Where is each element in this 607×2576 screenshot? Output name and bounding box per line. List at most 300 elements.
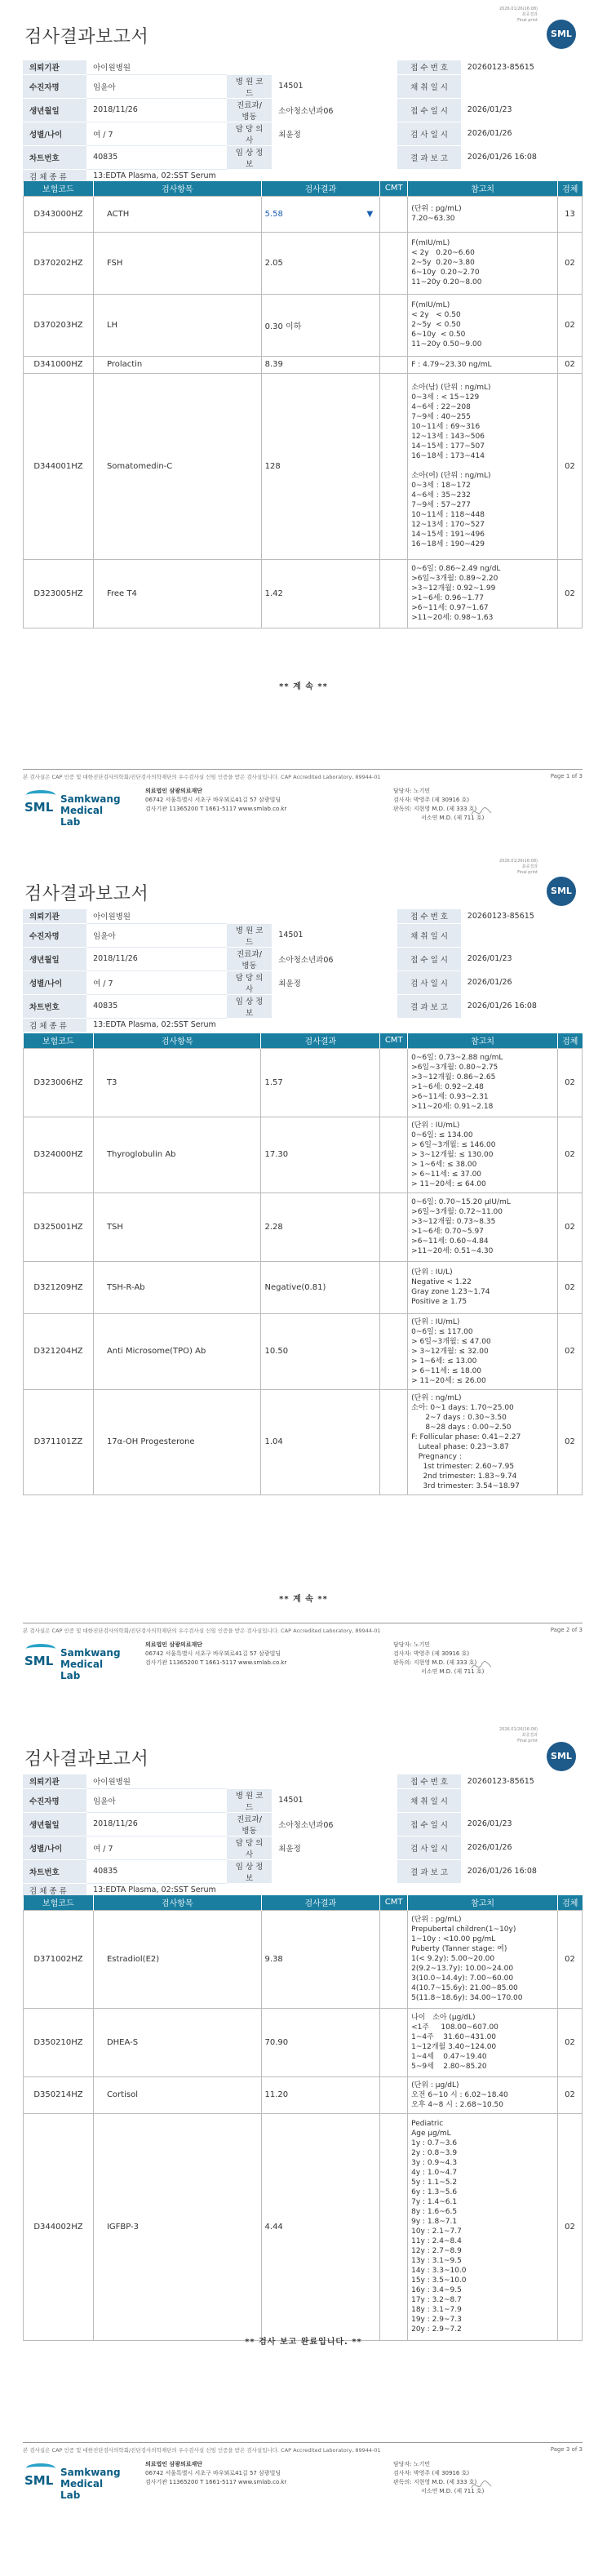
test-result: Negative(0.81) <box>264 1282 326 1292</box>
info-receipt-no-label: 접 수 번 호 <box>397 909 460 923</box>
info-birth: 2018/11/26 <box>86 1812 227 1836</box>
lab-address-line1: 06742 서울특별시 서초구 바우뫼로41길 57 삼광빌딩 <box>145 797 281 803</box>
signature-sign2: 검사자: 박영주 (제 30916 호) <box>393 797 470 803</box>
print-stamp <box>499 7 538 24</box>
column-header-cmt: CMT <box>380 1895 408 1910</box>
insurance-code: D344002HZ <box>24 2113 94 2340</box>
reference-range: (단위 : µg/dL) 오전 6~10 시 : 6.02~18.40 오후 4~8 시 : 2.68~10.50 <box>408 2076 558 2113</box>
info-empty <box>272 60 397 74</box>
info-chart: 40835 <box>86 145 227 169</box>
test-result: 1.42 <box>264 588 283 598</box>
column-header-item: 검사항목 <box>93 1033 261 1048</box>
sml-mark-text: SML <box>24 800 54 815</box>
specimen-code: 02 <box>557 2076 582 2113</box>
test-result: 17.30 <box>264 1150 289 1159</box>
page-number: Page 2 of 3 <box>550 1627 583 1633</box>
info-receipt-date: 2026/01/23 <box>461 947 583 970</box>
patient-info-table <box>23 60 583 184</box>
test-result-cell <box>261 356 380 373</box>
test-result-cell <box>261 2008 380 2076</box>
info-row <box>23 122 583 145</box>
info-report-date-label: 결 과 보 고 <box>397 1859 460 1883</box>
info-receipt-date: 2026/01/23 <box>461 1812 583 1836</box>
info-chart-label: 차트번호 <box>23 994 86 1018</box>
info-receipt-date-label: 접 수 일 시 <box>397 947 460 970</box>
info-doctor: 최윤정 <box>272 970 397 994</box>
info-row <box>23 1018 583 1032</box>
insurance-code: D371101ZZ <box>24 1389 94 1495</box>
test-item: Estradiol(E2) <box>93 1910 261 2008</box>
insurance-code: D341000HZ <box>24 356 94 373</box>
comment-cell <box>380 1910 408 2008</box>
stamp-status: 최종결과 <box>521 12 538 17</box>
result-row <box>24 1389 583 1495</box>
patient-info-table <box>23 1774 583 1898</box>
info-dept-label: 진료과/병동 <box>227 947 272 970</box>
info-dept: 소아청소년과06 <box>272 947 397 970</box>
test-item: 17α-OH Progesterone <box>93 1389 261 1495</box>
comment-cell <box>380 294 408 356</box>
insurance-code: D323006HZ <box>24 1048 94 1117</box>
test-result-cell <box>261 1193 380 1261</box>
result-row <box>24 559 583 628</box>
insurance-code: D325001HZ <box>24 1193 94 1261</box>
info-test-date-label: 검 사 일 시 <box>397 122 460 145</box>
info-hosp-code: 14501 <box>272 923 397 947</box>
comment-cell <box>380 559 408 628</box>
info-hosp-code-label: 병 원 코 드 <box>227 1788 272 1812</box>
sml-mark-icon <box>24 2463 57 2494</box>
continuation-note: ** 검사 보고 완료입니다. ** <box>245 2338 362 2347</box>
info-row <box>23 74 583 98</box>
lab-name-line2: Medical Lab <box>60 1659 104 1681</box>
lab-address <box>145 2460 286 2487</box>
specimen-code: 02 <box>557 373 582 559</box>
specimen-code: 02 <box>557 2008 582 2076</box>
test-result: 2.05 <box>264 258 283 268</box>
specimen-code: 02 <box>557 1261 582 1313</box>
results-table <box>23 181 583 628</box>
comment-cell <box>380 1117 408 1193</box>
specimen-code: 02 <box>557 294 582 356</box>
info-doctor: 최윤정 <box>272 122 397 145</box>
specimen-code: 02 <box>557 1389 582 1495</box>
signature-sign2: 검사자: 박영주 (제 30916 호) <box>393 1650 470 1657</box>
info-clinical <box>272 1859 397 1883</box>
info-chart-label: 차트번호 <box>23 145 86 169</box>
reference-range: (단위 : IU/mL) 0~6일: ≤ 134.00 > 6일~3개월: ≤ 146.00 > 3~12개월: ≤ 130.00 > 1~6세: ≤ 38.00 > 6~11세: ≤ 37.00 > 11~20세: ≤ 64.00 <box>408 1117 558 1193</box>
info-receipt-no-label: 접 수 번 호 <box>397 1774 460 1788</box>
result-row <box>24 2008 583 2076</box>
comment-cell <box>380 196 408 232</box>
test-result-cell <box>261 1117 380 1193</box>
specimen-code: 02 <box>557 232 582 294</box>
info-hospital-label: 의뢰기관 <box>23 60 86 74</box>
comment-cell <box>380 2076 408 2113</box>
test-result: 128 <box>264 461 281 471</box>
result-row <box>24 1193 583 1261</box>
info-row <box>23 1859 583 1883</box>
result-row <box>24 1117 583 1193</box>
lab-address-line2: 검사기관 11365200 T 1661-5117 www.smlab.co.kr <box>145 806 287 812</box>
lab-name <box>60 793 121 828</box>
page-title: 검사결과보고서 <box>24 884 149 904</box>
lab-name-line1: Samkwang <box>60 793 121 805</box>
reference-range: F(mIU/mL) < 2y < 0.50 2~5y < 0.50 6~10y < 0.50 11~20y 0.50~9.00 <box>408 294 558 356</box>
signature-sign4: 서소연 M.D. (제 711 호) <box>421 815 485 821</box>
stamp-status: 최종결과 <box>521 1733 538 1738</box>
info-collect-date-label: 채 취 일 시 <box>397 1788 460 1812</box>
info-hospital-label: 의뢰기관 <box>23 909 86 923</box>
column-header-ref: 참고치 <box>408 181 558 196</box>
page-number: Page 1 of 3 <box>550 773 583 779</box>
test-result: 2.28 <box>264 1222 283 1232</box>
test-result-cell <box>261 1389 380 1495</box>
stamp-print: Final print <box>517 1739 538 1743</box>
info-clinical-label: 임 상 정 보 <box>227 1859 272 1883</box>
info-patient-label: 수진자명 <box>23 923 86 947</box>
insurance-code: D343000HZ <box>24 196 94 232</box>
stamp-date: 2026.01/26(16:08) <box>498 859 538 864</box>
results-table <box>23 1033 583 1495</box>
signature-sign2: 검사자: 박영주 (제 30916 호) <box>393 2470 470 2476</box>
test-result-cell <box>261 1048 380 1117</box>
column-header-item: 검사항목 <box>93 181 261 196</box>
comment-cell <box>380 1313 408 1389</box>
result-row <box>24 1261 583 1313</box>
info-specimen: 13:EDTA Plasma, 02:SST Serum <box>86 169 583 183</box>
info-chart: 40835 <box>86 994 227 1018</box>
insurance-code: D350210HZ <box>24 2008 94 2076</box>
stamp-date: 2026.01/26(16:08) <box>498 1727 538 1732</box>
info-patient: 임윤아 <box>86 923 227 947</box>
column-header-code: 보험코드 <box>24 1033 94 1048</box>
info-birth-label: 생년월일 <box>23 1812 86 1836</box>
lab-name-line1: Samkwang <box>60 1647 121 1659</box>
samkwang-logo <box>24 788 121 828</box>
info-receipt-date-label: 접 수 일 시 <box>397 1812 460 1836</box>
handwritten-signature <box>470 2478 493 2493</box>
stamp-status: 최종결과 <box>521 864 538 869</box>
info-collect-date <box>461 923 583 947</box>
info-sexage-label: 성별/나이 <box>23 970 86 994</box>
reference-range: (단위 : IU/mL) 0~6일: ≤ 117.00 > 6일~3개월: ≤ 47.00 > 3~12개월: ≤ 32.00 > 1~6세: ≤ 13.00 > 6~11세: ≤ 18.00 > 11~20세: ≤ 26.00 <box>408 1313 558 1389</box>
lab-org: 의료법인 삼광의료재단 <box>145 2461 203 2467</box>
lab-address-line1: 06742 서울특별시 서초구 바우뫼로41길 57 삼광빌딩 <box>145 1650 281 1657</box>
info-dept-label: 진료과/병동 <box>227 1812 272 1836</box>
test-result: 11.20 <box>264 2090 289 2099</box>
info-report-date: 2026/01/26 16:08 <box>461 994 583 1018</box>
handwritten-signature <box>470 1659 493 1673</box>
footer-divider <box>23 769 583 770</box>
reference-range: 나이 소아 (µg/dL) <1주 108.00~607.00 1~4주 31.60~431.00 1~12개월 3.40~124.00 1~4세 0.47~19.40 5~9세 2.80~85.20 <box>408 2008 558 2076</box>
comment-cell <box>380 1193 408 1261</box>
info-doctor-label: 담 당 의 사 <box>227 122 272 145</box>
info-receipt-no-label: 접 수 번 호 <box>397 60 460 74</box>
test-item: Thyroglobulin Ab <box>93 1117 261 1193</box>
info-dept: 소아청소년과06 <box>272 1812 397 1836</box>
patient-info-table <box>23 909 583 1033</box>
result-row <box>24 232 583 294</box>
accreditation-note: 본 검사실은 CAP 인증 및 대한진단검사의학회/진단검사의학재단의 우수검사실 신임 인증을 받은 검사실입니다. CAP Accredited Laboratory, 89944-01 <box>23 1628 381 1634</box>
info-receipt-no: 20260123-85615 <box>461 1774 583 1788</box>
info-specimen-label: 검 체 종 류 <box>23 169 86 183</box>
info-chart: 40835 <box>86 1859 227 1883</box>
info-collect-date-label: 채 취 일 시 <box>397 74 460 98</box>
info-receipt-date: 2026/01/23 <box>461 98 583 122</box>
test-result-cell <box>261 2113 380 2340</box>
reference-range: Pediatric Age µg/mL 1y : 0.7~3.6 2y : 0.8~3.9 3y : 0.9~4.3 4y : 1.0~4.7 5y : 1.1~5.2 6y : 1.3~5.6 7y : 1.4~6.1 8y : 1.6~6.5 9y : 1.8~7.1 10y : 2.1~7.7 11y : 2.4~8.4 12y : 2.7~8.9 13y : 3.1~9.5 14y : 3.3~10.0 15y : 3.5~10.0 16y : 3.4~9.5 17y : 3.2~8.7 18y : 3.1~7.9 19y : 2.9~7.3 20y : 2.9~7.2 <box>408 2113 558 2340</box>
info-birth: 2018/11/26 <box>86 98 227 122</box>
result-row <box>24 1048 583 1117</box>
signature-sign1: 담당자: 노기민 <box>393 788 431 794</box>
reference-range: 0~6일: 0.70~15.20 µIU/mL >6일~3개월: 0.72~11.00 >3~12개월: 0.73~8.35 >1~6세: 0.70~5.97 >6~11세: 0.60~4.84 >11~20세: 0.51~4.30 <box>408 1193 558 1261</box>
info-collect-date <box>461 74 583 98</box>
signature-sign3: 판독의: 지현영 M.D. (제 333 호) <box>393 806 477 812</box>
info-birth: 2018/11/26 <box>86 947 227 970</box>
result-row <box>24 373 583 559</box>
test-result-cell <box>261 2076 380 2113</box>
info-birth-label: 생년월일 <box>23 947 86 970</box>
info-doctor: 최윤정 <box>272 1836 397 1859</box>
reference-range: (단위 : pg/mL) Prepubertal children(1~10y) 1~10y : <10.00 pg/mL Puberty (Tanner stage: 여) 1(< 9.2y): 5.00~20.00 2(9.2~13.7y): 10.00~24.00 3(10.0~14.4y): 7.00~60.00 4(10.7~15.6y): 21.00~85.00 5(11.8~18.6y): 34.00~170.00 <box>408 1910 558 2008</box>
stamp-print: Final print <box>517 18 538 23</box>
samkwang-logo <box>24 2462 121 2501</box>
handwritten-signature <box>470 805 493 819</box>
column-header-spec: 검체 <box>557 1895 582 1910</box>
reference-range: (단위 : pg/mL) 7.20~63.30 <box>408 196 558 232</box>
signature-sign3: 판독의: 지현영 M.D. (제 333 호) <box>393 1659 477 1666</box>
column-header-cmt: CMT <box>380 1033 408 1048</box>
test-item: Anti Microsome(TPO) Ab <box>93 1313 261 1389</box>
test-result-cell <box>261 294 380 356</box>
signature-sign4: 서소연 M.D. (제 711 호) <box>421 2488 485 2494</box>
comment-cell <box>380 373 408 559</box>
result-row <box>24 1313 583 1389</box>
insurance-code: D371002HZ <box>24 1910 94 2008</box>
lab-name-line2: Medical Lab <box>60 2478 104 2501</box>
footer-divider <box>23 2442 583 2443</box>
test-result-cell <box>261 373 380 559</box>
comment-cell <box>380 1389 408 1495</box>
specimen-code: 02 <box>557 559 582 628</box>
info-test-date-label: 검 사 일 시 <box>397 970 460 994</box>
comment-cell <box>380 1261 408 1313</box>
info-row <box>23 1812 583 1836</box>
column-header-result: 검사결과 <box>261 181 380 196</box>
specimen-code: 13 <box>557 196 582 232</box>
insurance-code: D323005HZ <box>24 559 94 628</box>
info-specimen: 13:EDTA Plasma, 02:SST Serum <box>86 1018 583 1032</box>
reference-range: F : 4.79~23.30 ng/mL <box>408 356 558 373</box>
test-item: TSH-R-Ab <box>93 1261 261 1313</box>
reference-range: 0~6일: 0.86~2.49 ng/dL >6일~3개월: 0.89~2.20 >3~12개월: 0.92~1.99 >1~6세: 0.96~1.77 >6~11세: 0.97~1.67 >11~20세: 0.98~1.63 <box>408 559 558 628</box>
test-result-cell <box>261 1313 380 1389</box>
insurance-code: D344001HZ <box>24 373 94 559</box>
comment-cell <box>380 1048 408 1117</box>
info-hosp-code: 14501 <box>272 1788 397 1812</box>
result-row <box>24 196 583 232</box>
lab-address <box>145 787 286 814</box>
signature-sign4: 서소연 M.D. (제 711 호) <box>421 1668 485 1675</box>
info-report-date-label: 결 과 보 고 <box>397 994 460 1018</box>
test-item: Somatomedin-C <box>93 373 261 559</box>
samkwang-logo <box>24 1642 121 1681</box>
test-result: 8.39 <box>264 360 283 369</box>
comment-cell <box>380 356 408 373</box>
results-table <box>23 1895 583 2341</box>
info-row <box>23 994 583 1018</box>
column-header-code: 보험코드 <box>24 181 94 196</box>
sml-logo-icon: SML <box>547 877 576 906</box>
info-row <box>23 1774 583 1788</box>
column-header-spec: 검체 <box>557 181 582 196</box>
test-item: T3 <box>93 1048 261 1117</box>
info-hosp-code: 14501 <box>272 74 397 98</box>
accreditation-note: 본 검사실은 CAP 인증 및 대한진단검사의학회/진단검사의학재단의 우수검사실 신임 인증을 받은 검사실입니다. CAP Accredited Laboratory, 89944-01 <box>23 2447 381 2454</box>
page-title: 검사결과보고서 <box>24 27 149 47</box>
info-row <box>23 923 583 947</box>
comment-cell <box>380 2008 408 2076</box>
info-sexage: 여 / 7 <box>86 970 227 994</box>
lab-address-line2: 검사기관 11365200 T 1661-5117 www.smlab.co.kr <box>145 2479 287 2485</box>
sml-mark-icon <box>24 790 57 821</box>
page-title: 검사결과보고서 <box>24 1749 149 1770</box>
print-stamp <box>499 1727 538 1744</box>
signature-sign3: 판독의: 지현영 M.D. (제 333 호) <box>393 2479 477 2485</box>
info-empty <box>272 909 397 923</box>
reference-range: 0~6일: 0.73~2.88 ng/mL >6일~3개월: 0.80~2.75 >3~12개월: 0.86~2.65 >1~6세: 0.92~2.48 >6~11세: 0.93~2.31 >11~20세: 0.91~2.18 <box>408 1048 558 1117</box>
test-item: Free T4 <box>93 559 261 628</box>
column-header-ref: 참고치 <box>408 1895 558 1910</box>
info-receipt-no: 20260123-85615 <box>461 909 583 923</box>
info-hosp-code-label: 병 원 코 드 <box>227 923 272 947</box>
comment-cell <box>380 232 408 294</box>
column-header-cmt: CMT <box>380 181 408 196</box>
test-item: LH <box>93 294 261 356</box>
info-chart-label: 차트번호 <box>23 1859 86 1883</box>
info-empty <box>227 1774 272 1788</box>
info-report-date: 2026/01/26 16:08 <box>461 145 583 169</box>
column-header-result: 검사결과 <box>261 1033 380 1048</box>
results-header <box>24 1895 583 1910</box>
info-empty <box>272 1774 397 1788</box>
sml-mark-icon <box>24 1644 57 1675</box>
info-collect-date <box>461 1788 583 1812</box>
print-stamp <box>499 859 538 876</box>
column-header-spec: 검체 <box>557 1033 582 1048</box>
info-hospital-label: 의뢰기관 <box>23 1774 86 1788</box>
info-hospital: 아이원병원 <box>86 1774 227 1788</box>
info-patient-label: 수진자명 <box>23 74 86 98</box>
results-header <box>24 1033 583 1048</box>
test-item: Cortisol <box>93 2076 261 2113</box>
info-row <box>23 909 583 923</box>
test-result-cell <box>261 559 380 628</box>
info-specimen-label: 검 체 종 류 <box>23 1018 86 1032</box>
test-result-cell <box>261 196 380 232</box>
lab-name-line1: Samkwang <box>60 2467 121 2478</box>
info-clinical-label: 임 상 정 보 <box>227 994 272 1018</box>
info-receipt-date-label: 접 수 일 시 <box>397 98 460 122</box>
info-row <box>23 1836 583 1859</box>
lab-org: 의료법인 삼광의료재단 <box>145 1641 203 1648</box>
insurance-code: D350214HZ <box>24 2076 94 2113</box>
test-result-cell <box>261 1910 380 2008</box>
column-header-ref: 참고치 <box>408 1033 558 1048</box>
specimen-code: 02 <box>557 1117 582 1193</box>
sml-logo-icon: SML <box>547 1742 576 1771</box>
test-result: 10.50 <box>264 1347 289 1356</box>
result-row <box>24 2076 583 2113</box>
results-header <box>24 181 583 196</box>
info-patient: 임윤아 <box>86 1788 227 1812</box>
test-result-cell <box>261 232 380 294</box>
info-specimen-label: 검 체 종 류 <box>23 1883 86 1897</box>
column-header-result: 검사결과 <box>261 1895 380 1910</box>
info-row <box>23 145 583 169</box>
info-clinical <box>272 994 397 1018</box>
insurance-code: D324000HZ <box>24 1117 94 1193</box>
signature-sign1: 담당자: 노기민 <box>393 2461 431 2467</box>
sml-mark-text: SML <box>24 2473 54 2488</box>
low-flag-icon: ▼ <box>366 209 374 219</box>
info-report-date-label: 결 과 보 고 <box>397 145 460 169</box>
test-item: ACTH <box>93 196 261 232</box>
result-row <box>24 2113 583 2340</box>
info-row <box>23 947 583 970</box>
specimen-code: 02 <box>557 1048 582 1117</box>
lab-name <box>60 2467 121 2501</box>
specimen-code: 02 <box>557 1313 582 1389</box>
test-result: 4.44 <box>264 2222 283 2232</box>
test-result: 9.38 <box>264 1954 283 1964</box>
test-result: 1.57 <box>264 1077 283 1087</box>
info-row <box>23 1788 583 1812</box>
test-result: 5.58 <box>264 209 283 219</box>
insurance-code: D370202HZ <box>24 232 94 294</box>
test-item: FSH <box>93 232 261 294</box>
reference-range: F(mIU/mL) < 2y 0.20~6.60 2~5y 0.20~3.80 6~10y 0.20~2.70 11~20y 0.20~8.00 <box>408 232 558 294</box>
lab-address-line2: 검사기관 11365200 T 1661-5117 www.smlab.co.kr <box>145 1659 287 1666</box>
sml-logo-icon: SML <box>547 20 576 49</box>
result-row <box>24 356 583 373</box>
info-empty <box>227 60 272 74</box>
info-test-date: 2026/01/26 <box>461 970 583 994</box>
info-dept: 소아청소년과06 <box>272 98 397 122</box>
info-sexage: 여 / 7 <box>86 122 227 145</box>
result-row <box>24 294 583 356</box>
info-row <box>23 98 583 122</box>
lab-name-line2: Medical Lab <box>60 805 104 828</box>
info-patient-label: 수진자명 <box>23 1788 86 1812</box>
info-hospital: 아이원병원 <box>86 909 227 923</box>
info-dept-label: 진료과/병동 <box>227 98 272 122</box>
signature-sign1: 담당자: 노기민 <box>393 1641 431 1648</box>
test-item: DHEA-S <box>93 2008 261 2076</box>
info-row <box>23 60 583 74</box>
reference-range: 소아(남) (단위 : ng/mL) 0~3세 : < 15~129 4~6세 : 22~208 7~9세 : 40~255 10~11세 : 69~316 12~13세 : 143~506 14~15세 : 177~507 16~18세 : 173~414 소아(여) (단위 : ng/mL) 0~3세 : 18~172 4~6세 : 35~232 7~9세 : 57~277 10~11세 : 118~448 12~13세 : 170~527 14~15세 : 191~496 16~18세 : 190~429 <box>408 373 558 559</box>
info-collect-date-label: 채 취 일 시 <box>397 923 460 947</box>
lab-address-line1: 06742 서울특별시 서초구 바우뫼로41길 57 삼광빌딩 <box>145 2470 281 2476</box>
test-result: 0.30 이하 <box>264 322 302 331</box>
info-test-date: 2026/01/26 <box>461 1836 583 1859</box>
info-empty <box>227 909 272 923</box>
info-hospital: 아이원병원 <box>86 60 227 74</box>
page-number: Page 3 of 3 <box>550 2446 583 2453</box>
test-result: 70.90 <box>264 2037 289 2047</box>
continuation-note: ** 계 속 ** <box>279 1595 328 1604</box>
